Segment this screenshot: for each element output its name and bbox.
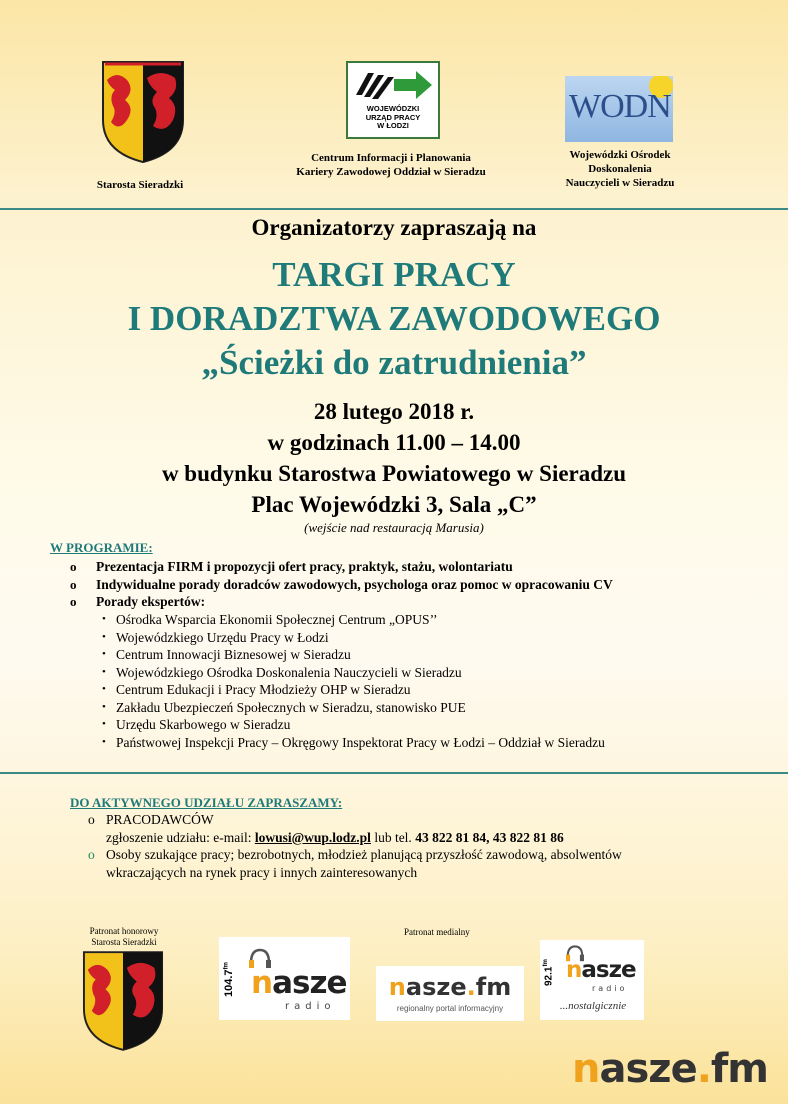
expert-item-text: Centrum Edukacji i Pracy Młodzieży OHP w Sieradzu [116,682,411,697]
expert-item [102,664,776,682]
expert-item [102,611,776,629]
radio-tag: ...nostalgicznie [559,1000,627,1012]
expert-item-text: Wojewódzkiego Ośrodka Doskonalenia Nauczycieli w Sieradzu [116,664,462,680]
seekers-line-1: Osoby szukające pracy; bezrobotnych, młodzież planującą przyszłość zawodową, absolwentów [106,847,622,862]
circle-bullet-icon: o [88,812,95,827]
radio-fm: fm [543,959,549,967]
event-address: Plac Wojewódzki 3, Sala „C” [251,492,537,517]
phone-prefix: lub tel. [370,829,416,845]
right-caption-line-3: Nauczycieli w Sieradzu [565,177,675,189]
wodn-logo-text: WODN [569,88,671,125]
radio-sub: radio [285,1001,336,1012]
circle-bullet-icon: o [88,847,95,862]
event-title [0,253,788,385]
phone-numbers: 43 822 81 84, 43 822 81 86 [415,829,564,845]
bullet-icon: • [102,735,106,748]
center-caption-line-1: Centrum Informacji i Planowania [311,152,471,164]
top-divider [0,208,788,210]
logo-tail: fm [710,1046,768,1092]
circle-bullet-icon: o [70,594,77,609]
registration-line [88,829,778,847]
event-details [0,396,788,520]
bullet-icon: • [102,718,106,730]
radio-freq: 92.1 [543,966,555,986]
bullet-icon: • [102,665,106,678]
program-item [70,576,776,594]
logo-initial: n [566,957,582,983]
program-item-text: Prezentacja FIRM i propozycji ofert pracy, praktyk, stażu, wolontariatu [96,559,513,574]
right-caption-line-1: Wojewódzki Ośrodek [569,149,671,161]
expert-item-text: Zakładu Ubezpieczeń Społecznych w Sieradzu, stanowisko PUE [116,699,466,715]
bullet-icon: • [102,700,106,713]
event-hours: w godzinach 11.00 – 14.00 [267,430,521,455]
employers-text: PRACODAWCÓW [106,812,214,827]
bullet-icon: • [102,613,106,625]
right-caption [540,148,700,190]
invite-text: Organizatorzy zapraszają na [251,215,537,240]
title-line-3: „Ścieżki do zatrudnienia” [201,343,587,382]
media-label: Patronat medialny [404,927,470,937]
radio-freq: 104.7 [223,969,235,997]
program-heading: W PROGRAMIE: [50,540,153,555]
program-item-text: Indywidualne porady doradców zawodowych, psychologa oraz pomoc w opracowaniu CV [96,576,613,592]
bullet-icon: • [102,683,106,695]
logo-initial: n [388,973,406,1001]
center-caption-line-2: Kariery Zawodowej Oddział w Sieradzu [296,166,486,178]
radio-name [251,967,347,999]
seekers-line-2: wkraczających na rynek pracy i innych zainteresowanych [106,864,418,880]
expert-item [102,629,776,647]
expert-item [102,681,776,699]
expert-item-text: Wojewódzkiego Urzędu Pracy w Łodzi [116,629,329,645]
expert-item [102,699,776,717]
email-link[interactable]: lowusi@wup.lodz.pl [254,829,371,845]
honorary-label-line-1: Patronat honorowy [89,926,159,936]
employers-item [88,811,778,829]
expert-item [102,646,776,664]
circle-bullet-icon: o [70,559,77,574]
radio-sub: radio [592,984,628,993]
left-caption: Starosta Sieradzki [96,179,184,191]
radio-fm: fm [223,962,230,970]
participation-heading: DO AKTYWNEGO UDZIAŁU ZAPRASZAMY: [70,795,343,810]
logo-dot: . [466,973,476,1001]
radio-name [566,958,636,982]
expert-item-text: Ośrodka Wsparcia Ekonomii Społecznej Centrum „OPUS’’ [116,612,438,627]
expert-item-text: Urzędu Skarbowego w Sieradzu [116,717,291,732]
portal-name [376,974,524,1000]
wup-logo-line-3: W ŁODZI [377,121,409,130]
logo-rest: asze [599,1046,697,1092]
logo-rest: asze [581,957,636,983]
participation-block [88,811,778,881]
circle-bullet-icon: o [70,576,77,592]
big-nasze-fm-logo [572,1044,782,1096]
wodn-logo [565,76,673,142]
logo-dot: . [696,1046,711,1092]
nasze-radio-logo [219,937,350,1020]
title-line-2: I DORADZTWA ZAWODOWEGO [127,299,661,338]
registration-prefix: zgłoszenie udziału: e-mail: [106,829,255,845]
program-list [70,558,776,611]
expert-item [102,734,776,752]
bullet-icon: • [102,648,106,660]
experts-list [102,611,776,751]
wup-logo [346,61,440,139]
program-item-text: Porady ekspertów: [96,594,206,609]
bullet-icon: • [102,630,106,643]
nasze-radio-nostalgia-logo [540,940,644,1020]
wup-logo-line-1: WOJEWÓDZKI [366,104,420,113]
portal-tagline: regionalny portal informacyjny [396,1004,504,1013]
wup-logo-line-2: URZĄD PRACY [365,112,421,122]
logo-initial: n [572,1046,600,1092]
expert-item-text: Centrum Innowacji Biznesowej w Sieradzu [116,647,351,662]
program-item [70,558,776,576]
title-line-1: TARGI PRACY [272,255,516,294]
coat-of-arms-icon [82,949,164,1053]
logo-rest: asze [405,973,467,1001]
event-building: w budynku Starostwa Powiatowego w Sieradzu [161,461,627,486]
event-entrance: (wejście nad restauracją Marusia) [304,520,484,535]
logo-rest: asze [272,965,347,1001]
program-item [70,593,776,611]
right-caption-line-2: Doskonalenia [588,163,652,175]
expert-item-text: Państwowej Inspekcji Pracy – Okręgowy Inspektorat Pracy w Łodzi – Oddział w Sieradzu [116,734,605,750]
event-date: 28 lutego 2018 r. [313,399,475,424]
big-logo-text [572,1044,782,1094]
coat-of-arms-icon [101,60,185,164]
middle-divider [0,772,788,774]
center-caption [246,151,536,179]
nasze-fm-portal-logo [376,966,524,1021]
honorary-label-line-2: Starosta Sieradzki [91,937,157,947]
logo-initial: n [251,965,273,1001]
expert-item [102,716,776,734]
arrow-logo-icon [350,65,436,103]
seekers-item [88,846,778,881]
honorary-label [66,926,182,948]
logo-tail: fm [475,973,512,1001]
